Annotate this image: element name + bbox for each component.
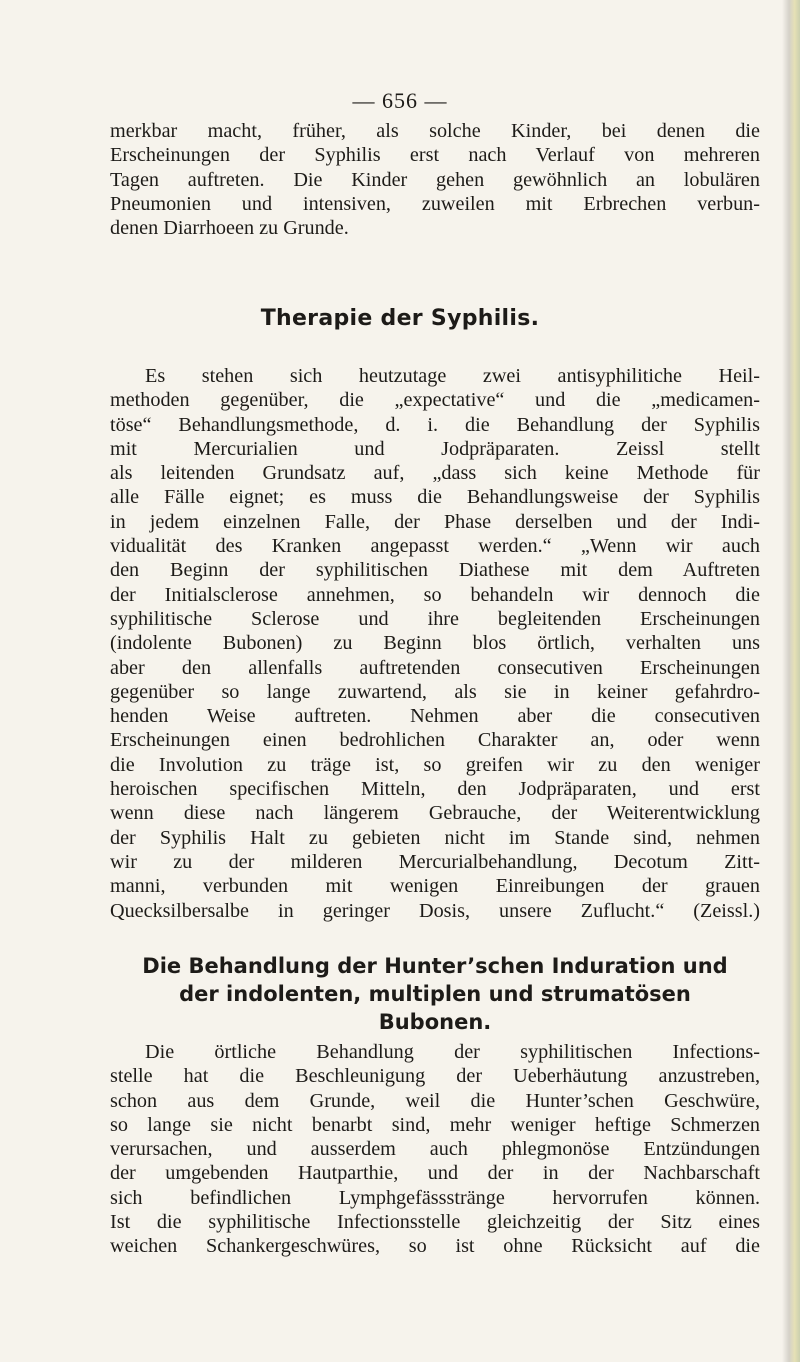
text-line: töse“ Behandlungsmethode, d. i. die Behandlung der Syphilis [110, 413, 760, 436]
text-line: sich befindlichen Lymphgefässstränge hervorrufen können. [110, 1186, 760, 1209]
text-line: als leitenden Grundsatz auf, „dass sich keine Methode für [110, 462, 760, 485]
heading-line: der indolenten, multiplen und strumatösen [179, 982, 691, 1006]
text-line: gegenüber so lange zuwartend, als sie in keiner gefahrdro- [110, 680, 760, 703]
text-line: henden Weise auftreten. Nehmen aber die consecutiven [110, 705, 760, 728]
text-line: methoden gegenüber, die „expectative“ und die „medicamen- [110, 389, 760, 412]
paragraph-local-treatment [110, 1040, 760, 1259]
text-line: stelle hat die Beschleunigung der Ueberhäutung anzustreben, [110, 1065, 760, 1088]
text-line: Tagen auftreten. Die Kinder gehen gewöhnlich an lobulären [110, 168, 760, 191]
text-line: der Syphilis Halt zu gebieten nicht im Stande sind, nehmen [110, 826, 760, 849]
text-line: syphilitische Sclerose und ihre begleitenden Erscheinungen [110, 607, 760, 630]
text-line: der umgebenden Hautparthie, und der in der Nachbarschaft [110, 1162, 760, 1185]
text-line: (indolente Bubonen) zu Beginn blos örtlich, verhalten uns [110, 632, 760, 655]
text-line: so lange sie nicht benarbt sind, mehr weniger heftige Schmerzen [110, 1113, 760, 1136]
text-line: mit Mercurialien und Jodpräparaten. Zeissl stellt [110, 437, 760, 460]
section-heading-hunter-induration [110, 952, 760, 1036]
text-line: der Initialsclerose annehmen, so behandeln wir dennoch die [110, 583, 760, 606]
section-heading-therapy: Therapie der Syphilis. [260, 306, 540, 331]
page-edge [782, 0, 800, 1362]
text-line: Quecksilbersalbe in geringer Dosis, unsere Zuflucht.“ (Zeissl.) [110, 899, 760, 922]
text-line: Erscheinungen der Syphilis erst nach Verlauf von mehreren [110, 144, 760, 167]
text-line: Pneumonien und intensiven, zuweilen mit Erbrechen verbun- [110, 192, 760, 215]
text-line: den Beginn der syphilitischen Diathese mit dem Auftreten [110, 559, 760, 582]
text-line: aber den allenfalls auftretenden consecutiven Erscheinungen [110, 656, 760, 679]
text-line: Es stehen sich heutzutage zwei antisyphilitiche Heil- [145, 365, 760, 387]
paragraph-therapy [110, 364, 760, 923]
text-line: merkbar macht, früher, als solche Kinder, bei denen die [110, 120, 760, 142]
page-number: — 656 — [352, 88, 448, 113]
heading-line: Die Behandlung der Hunter’schen Induration und [142, 954, 728, 978]
text-line: Erscheinungen einen bedrohlichen Charakter an, oder wenn [110, 729, 760, 752]
text-line: verursachen, und ausserdem auch phlegmonöse Entzündungen [110, 1138, 760, 1161]
text-line: vidualität des Kranken angepasst werden.“ „Wenn wir auch [110, 535, 760, 558]
text-line: die Involution zu träge ist, so greifen wir zu den weniger [110, 753, 760, 776]
text-line: Die örtliche Behandlung der syphilitischen Infections- [145, 1041, 760, 1063]
text-line: heroischen specifischen Mitteln, den Jodpräparaten, und erst [110, 778, 760, 801]
text-line: weichen Schankergeschwüres, so ist ohne Rücksicht auf die [110, 1235, 760, 1258]
text-line: in jedem einzelnen Falle, der Phase derselben und der Indi- [110, 510, 760, 533]
paragraph-intro [110, 119, 760, 240]
text-line: wir zu der milderen Mercurialbehandlung, Decotum Zitt- [110, 850, 760, 873]
text-line: wenn diese nach längerem Gebrauche, der Weiterentwicklung [110, 802, 760, 825]
text-line: alle Fälle eignet; es muss die Behandlungsweise der Syphilis [110, 486, 760, 509]
text-line: schon aus dem Grunde, weil die Hunter’schen Geschwüre, [110, 1089, 760, 1112]
heading-line: Bubonen. [378, 1010, 492, 1034]
text-line: manni, verbunden mit wenigen Einreibungen der grauen [110, 875, 760, 898]
text-line: denen Diarrhoeen zu Grunde. [110, 217, 349, 240]
text-line: Ist die syphilitische Infectionsstelle gleichzeitig der Sitz eines [110, 1211, 760, 1234]
